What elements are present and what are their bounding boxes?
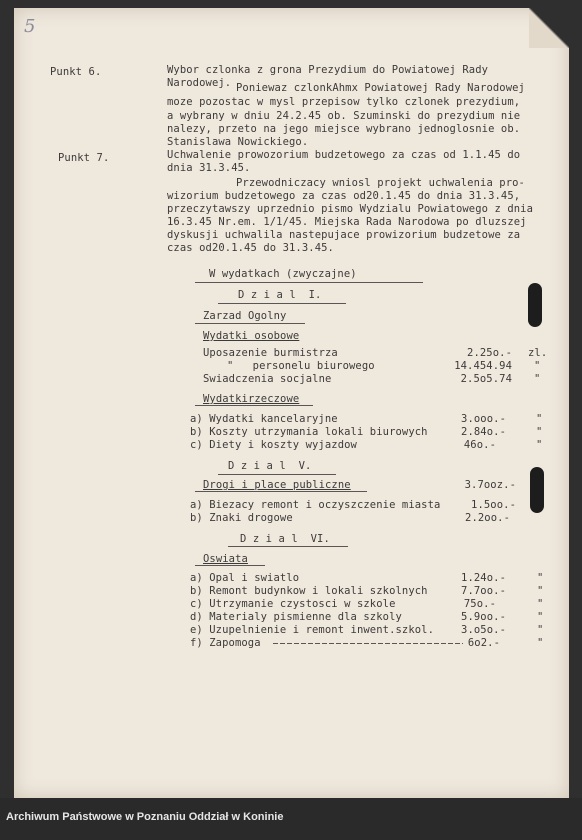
rzeczowe-item-label: c) Diety i koszty wyjazdow xyxy=(190,439,357,451)
osobowe-item-unit: " xyxy=(534,360,541,372)
dzial6-item-label: e) Uzupelnienie i remont inwent.szkol. xyxy=(190,624,435,636)
punkt7-line: przeczytawszy uprzednio pismo Wydzialu Powiatowego z dnia xyxy=(167,203,534,215)
rzeczowe-title: Wydatkirzeczowe xyxy=(203,393,300,405)
binder-hole xyxy=(528,283,542,327)
page-corner xyxy=(529,8,569,48)
dzial5-subtitle-amount: 3.7ooz.- xyxy=(464,479,516,491)
dzial6-item-label: b) Remont budynkow i lokali szkolnych xyxy=(190,585,428,597)
osobowe-item-unit: zl. xyxy=(528,347,548,359)
dzial5-item-amount: 2.2oo.- xyxy=(465,512,510,524)
osobowe-item-amount: 2.5o5.74 xyxy=(460,373,512,385)
rzeczowe-item-label: a) Wydatki kancelaryjne xyxy=(190,413,338,425)
dzial6-title: D z i a l VI. xyxy=(240,533,330,545)
osobowe-item-label: Swiadczenia socjalne xyxy=(203,373,332,385)
rzeczowe-item-amount: 2.84o.- xyxy=(461,426,506,438)
archive-footer-text: Archiwum Państwowe w Poznaniu Oddział w Koninie xyxy=(6,811,284,823)
punkt7-line: Przewodniczacy wniosl projekt uchwalenia pro- xyxy=(236,177,525,189)
punkt6-line: Narodowej. xyxy=(167,77,232,89)
dzial5-subtitle: Drogi i place publiczne xyxy=(203,479,351,491)
dzial6-item-unit: " xyxy=(537,637,544,649)
divider xyxy=(195,282,423,283)
dzial6-item-label: d) Materialy pismienne dla szkoly xyxy=(190,611,402,623)
dzial6-item-unit: " xyxy=(537,624,544,636)
punkt7-line: dnia 31.3.45. xyxy=(167,162,251,174)
dzial6-item-amount: 75o.- xyxy=(463,598,496,610)
punkt6-line: Wybor czlonka z grona Prezydium do Powiatowej Rady xyxy=(167,64,489,76)
punkt6-line: Poniewaz czlonkAhmx Powiatowej Rady Narodowej xyxy=(236,82,525,94)
punkt7-line: dyskusji uchwalila nastepujace prowizorium budzetowe za xyxy=(167,229,521,241)
divider xyxy=(195,323,305,324)
osobowe-item-unit: " xyxy=(534,373,541,385)
rzeczowe-item-unit: " xyxy=(536,426,543,438)
dzial6-item-unit: " xyxy=(537,598,544,610)
dzial6-item-amount: 1.24o.- xyxy=(461,572,506,584)
punkt6-line: moze pozostac w mysl przepisow tylko czlonek prezydium, xyxy=(167,96,521,108)
punkt7-line: Uchwalenie prowozorium budzetowego za czas od 1.1.45 do xyxy=(167,149,521,161)
dzial6-item-label: f) Zapomoga xyxy=(190,637,261,649)
binder-hole xyxy=(530,467,544,513)
osobowe-item-label: " personelu biurowego xyxy=(227,360,375,372)
dzial6-item-unit: " xyxy=(537,585,544,597)
divider xyxy=(195,491,367,492)
dzial6-item-label: a) Opal i swiatlo xyxy=(190,572,300,584)
punkt7-label: Punkt 7. xyxy=(58,152,110,164)
dzial6-item-amount: 7.7oo.- xyxy=(461,585,506,597)
punkt7-line: wizorium budzetowego za czas od20.1.45 do dnia 31.3.45, xyxy=(167,190,521,202)
budget-heading: W wydatkach (zwyczajne) xyxy=(209,268,357,280)
rzeczowe-item-unit: " xyxy=(536,439,543,451)
rzeczowe-item-label: b) Koszty utrzymania lokali biurowych xyxy=(190,426,428,438)
divider xyxy=(228,546,348,547)
punkt6-line: nalezy, przeto na jego miejsce wybrano jednoglosnie ob. xyxy=(167,123,521,135)
dzial5-item-label: a) Biezacy remont i oczyszczenie miasta xyxy=(190,499,441,511)
rzeczowe-item-amount: 3.ooo.- xyxy=(461,413,506,425)
dzial6-item-unit: " xyxy=(537,572,544,584)
divider xyxy=(195,565,265,566)
dzial5-item-label: b) Znaki drogowe xyxy=(190,512,293,524)
punkt7-line: 16.3.45 Nr.em. 1/1/45. Miejska Rada Narodowa po dluzszej xyxy=(167,216,527,228)
dzial5-item-amount: 1.5oo.- xyxy=(471,499,516,511)
punkt6-line: a wybrany w dniu 24.2.45 ob. Szuminski do prezydium nie xyxy=(167,110,521,122)
dzial5-title: D z i a l V. xyxy=(228,460,312,472)
osobowe-title: Wydatki osobowe xyxy=(203,330,300,342)
dzial6-item-amount: 6o2.- xyxy=(467,637,500,649)
punkt6-label: Punkt 6. xyxy=(50,66,102,78)
dzial1-title: D z i a l I. xyxy=(238,289,322,301)
dzial6-subtitle: Oswiata xyxy=(203,553,248,565)
page-number: 5 xyxy=(24,16,36,37)
divider xyxy=(218,303,346,304)
divider xyxy=(218,474,336,475)
dzial6-item-label: c) Utrzymanie czystosci w szkole xyxy=(190,598,396,610)
strike-dash xyxy=(273,643,463,644)
osobowe-item-amount: 14.454.94 xyxy=(454,360,512,372)
osobowe-item-label: Uposazenie burmistrza xyxy=(203,347,338,359)
divider xyxy=(195,405,313,406)
dzial6-item-amount: 5.9oo.- xyxy=(461,611,506,623)
dzial6-item-amount: 3.o5o.- xyxy=(461,624,506,636)
dzial1-subtitle: Zarzad Ogolny xyxy=(203,310,287,322)
archive-footer xyxy=(0,798,582,840)
rzeczowe-item-amount: 46o.- xyxy=(463,439,496,451)
osobowe-item-amount: 2.25o.- xyxy=(467,347,512,359)
rzeczowe-item-unit: " xyxy=(536,413,543,425)
dzial6-item-unit: " xyxy=(537,611,544,623)
punkt7-line: czas od20.1.45 do 31.3.45. xyxy=(167,242,334,254)
punkt6-line: Stanislawa Nowickiego. xyxy=(167,136,309,148)
